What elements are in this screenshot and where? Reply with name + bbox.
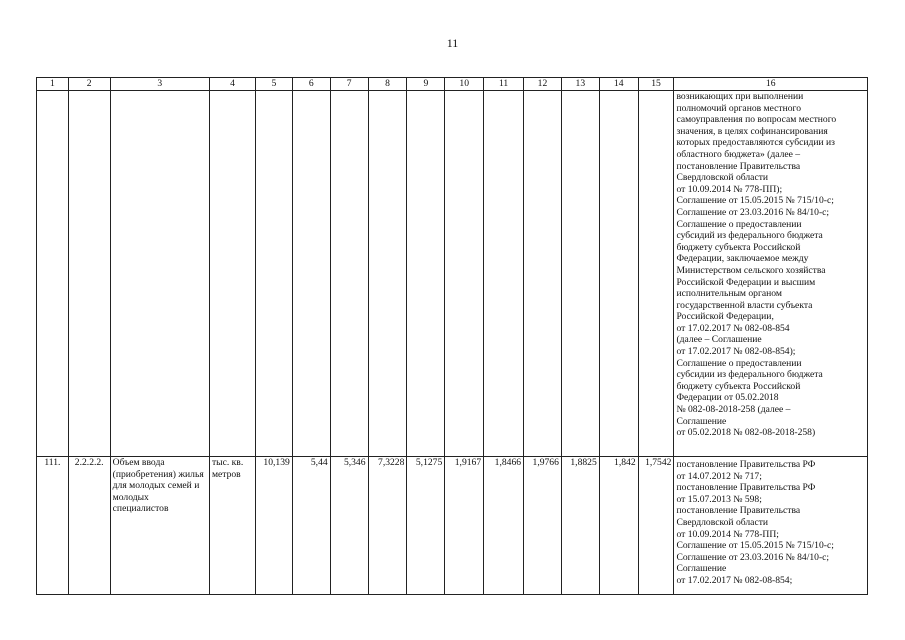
note-line: от 17.02.2017 № 082-08-854; bbox=[676, 574, 793, 586]
legal-basis-cell bbox=[674, 91, 868, 457]
column-header: 1 bbox=[37, 78, 69, 91]
note-line: областного бюджета» (далее – bbox=[676, 148, 801, 160]
note-line: от 10.09.2014 № 778-ПП); bbox=[676, 183, 783, 195]
value-cell: 10,139 bbox=[255, 457, 292, 595]
value-cell: 1,8825 bbox=[561, 457, 599, 595]
empty-cell bbox=[484, 91, 524, 457]
note-line: возникающих при выполнении bbox=[676, 91, 804, 102]
empty-cell bbox=[330, 91, 368, 457]
note-line: Соглашение bbox=[676, 415, 727, 427]
empty-cell bbox=[524, 91, 562, 457]
column-header: 16 bbox=[674, 78, 868, 91]
note-line: Федерации от 05.02.2018 bbox=[676, 392, 779, 404]
value-cell: 1,9766 bbox=[524, 457, 562, 595]
note-line: Соглашение от 23.03.2016 № 84/10-с; bbox=[676, 206, 830, 218]
note-line: № 082-08-2018-258 (далее – bbox=[676, 404, 791, 416]
note-line: Соглашение от 15.05.2015 № 715/10-с; bbox=[676, 540, 834, 552]
column-header: 10 bbox=[445, 78, 484, 91]
table-row bbox=[37, 457, 868, 595]
legal-basis-cell bbox=[674, 457, 868, 595]
note-line: государственной власти субъекта bbox=[676, 299, 813, 311]
page-number: 11 bbox=[446, 36, 459, 50]
header-row bbox=[37, 78, 868, 91]
note-line: от 17.02.2017 № 082-08-854 bbox=[676, 322, 790, 334]
empty-cell bbox=[445, 91, 484, 457]
note-line: Свердловской области bbox=[676, 516, 769, 528]
value-cell: 5,1275 bbox=[407, 457, 445, 595]
row-number-cell: 111. bbox=[37, 457, 69, 595]
note-line: от 15.07.2013 № 598; bbox=[676, 493, 762, 505]
value-cell: 1,9167 bbox=[445, 457, 484, 595]
column-header: 13 bbox=[561, 78, 599, 91]
note-line: полномочий органов местного bbox=[676, 102, 801, 114]
empty-cell bbox=[407, 91, 445, 457]
note-line: от 17.02.2017 № 082-08-854); bbox=[676, 346, 796, 358]
note-line: от 14.07.2012 № 717; bbox=[676, 470, 762, 482]
column-header: 12 bbox=[524, 78, 562, 91]
note-line: Соглашение о предоставлении bbox=[676, 357, 802, 369]
note-line: Министерством сельского хозяйства bbox=[676, 264, 826, 276]
note-line: Свердловской области bbox=[676, 172, 769, 184]
column-header: 3 bbox=[110, 78, 209, 91]
empty-cell bbox=[292, 91, 330, 457]
note-line: постановление Правительства РФ bbox=[676, 482, 816, 494]
indicators-table bbox=[36, 77, 868, 595]
note-line: постановление Правительства bbox=[676, 505, 801, 517]
column-header: 14 bbox=[599, 78, 638, 91]
note-line: от 10.09.2014 № 778-ПП; bbox=[676, 528, 779, 540]
column-header: 11 bbox=[484, 78, 524, 91]
column-header: 9 bbox=[407, 78, 445, 91]
column-header: 5 bbox=[255, 78, 292, 91]
note-line: бюджету субъекта Российской bbox=[676, 380, 801, 392]
empty-cell bbox=[255, 91, 292, 457]
value-cell: 1,8466 bbox=[484, 457, 524, 595]
continuation-row bbox=[37, 91, 868, 457]
note-line: Соглашение о предоставлении bbox=[676, 218, 802, 230]
empty-cell bbox=[209, 91, 255, 457]
unit-cell: тыс. кв. метров bbox=[209, 457, 255, 595]
note-line: Федерации, заключаемое между bbox=[676, 253, 809, 265]
note-line: субсидий из федерального бюджета bbox=[676, 230, 823, 242]
empty-cell bbox=[561, 91, 599, 457]
value-cell: 7,3228 bbox=[368, 457, 407, 595]
note-line: Российской Федерации, bbox=[676, 311, 774, 323]
empty-cell bbox=[37, 91, 69, 457]
note-line: бюджету субъекта Российской bbox=[676, 241, 801, 253]
column-header: 4 bbox=[209, 78, 255, 91]
column-header: 2 bbox=[68, 78, 110, 91]
note-line: (далее – Соглашение bbox=[676, 334, 762, 346]
note-line: Соглашение от 15.05.2015 № 715/10-с; bbox=[676, 195, 834, 207]
indicator-name-cell: Объем ввода (приобретения) жилья для молодых семей и молодых специалистов bbox=[110, 457, 209, 595]
note-line: от 05.02.2018 № 082-08-2018-258) bbox=[676, 427, 816, 439]
note-line: значения, в целях софинансирования bbox=[676, 125, 828, 137]
empty-cell bbox=[110, 91, 209, 457]
empty-cell bbox=[68, 91, 110, 457]
column-header: 15 bbox=[638, 78, 674, 91]
value-cell: 1,7542 bbox=[638, 457, 674, 595]
column-header: 8 bbox=[368, 78, 407, 91]
value-cell: 5,44 bbox=[292, 457, 330, 595]
column-header: 7 bbox=[330, 78, 368, 91]
note-line: Соглашение от 23.03.2016 № 84/10-с; bbox=[676, 551, 830, 563]
empty-cell bbox=[368, 91, 407, 457]
value-cell: 1,842 bbox=[599, 457, 638, 595]
note-line: которых предоставляются субсидии из bbox=[676, 137, 835, 149]
note-line: самоуправления по вопросам местного bbox=[676, 114, 837, 126]
note-line: Соглашение bbox=[676, 563, 727, 575]
note-line: исполнительным органом bbox=[676, 288, 782, 300]
empty-cell bbox=[638, 91, 674, 457]
item-code-cell: 2.2.2.2. bbox=[68, 457, 110, 595]
column-header: 6 bbox=[292, 78, 330, 91]
note-line: постановление Правительства bbox=[676, 160, 801, 172]
empty-cell bbox=[599, 91, 638, 457]
note-line: субсидии из федерального бюджета bbox=[676, 369, 823, 381]
note-line: постановление Правительства РФ bbox=[676, 459, 816, 470]
value-cell: 5,346 bbox=[330, 457, 368, 595]
note-line: Российской Федерации и высшим bbox=[676, 276, 816, 288]
